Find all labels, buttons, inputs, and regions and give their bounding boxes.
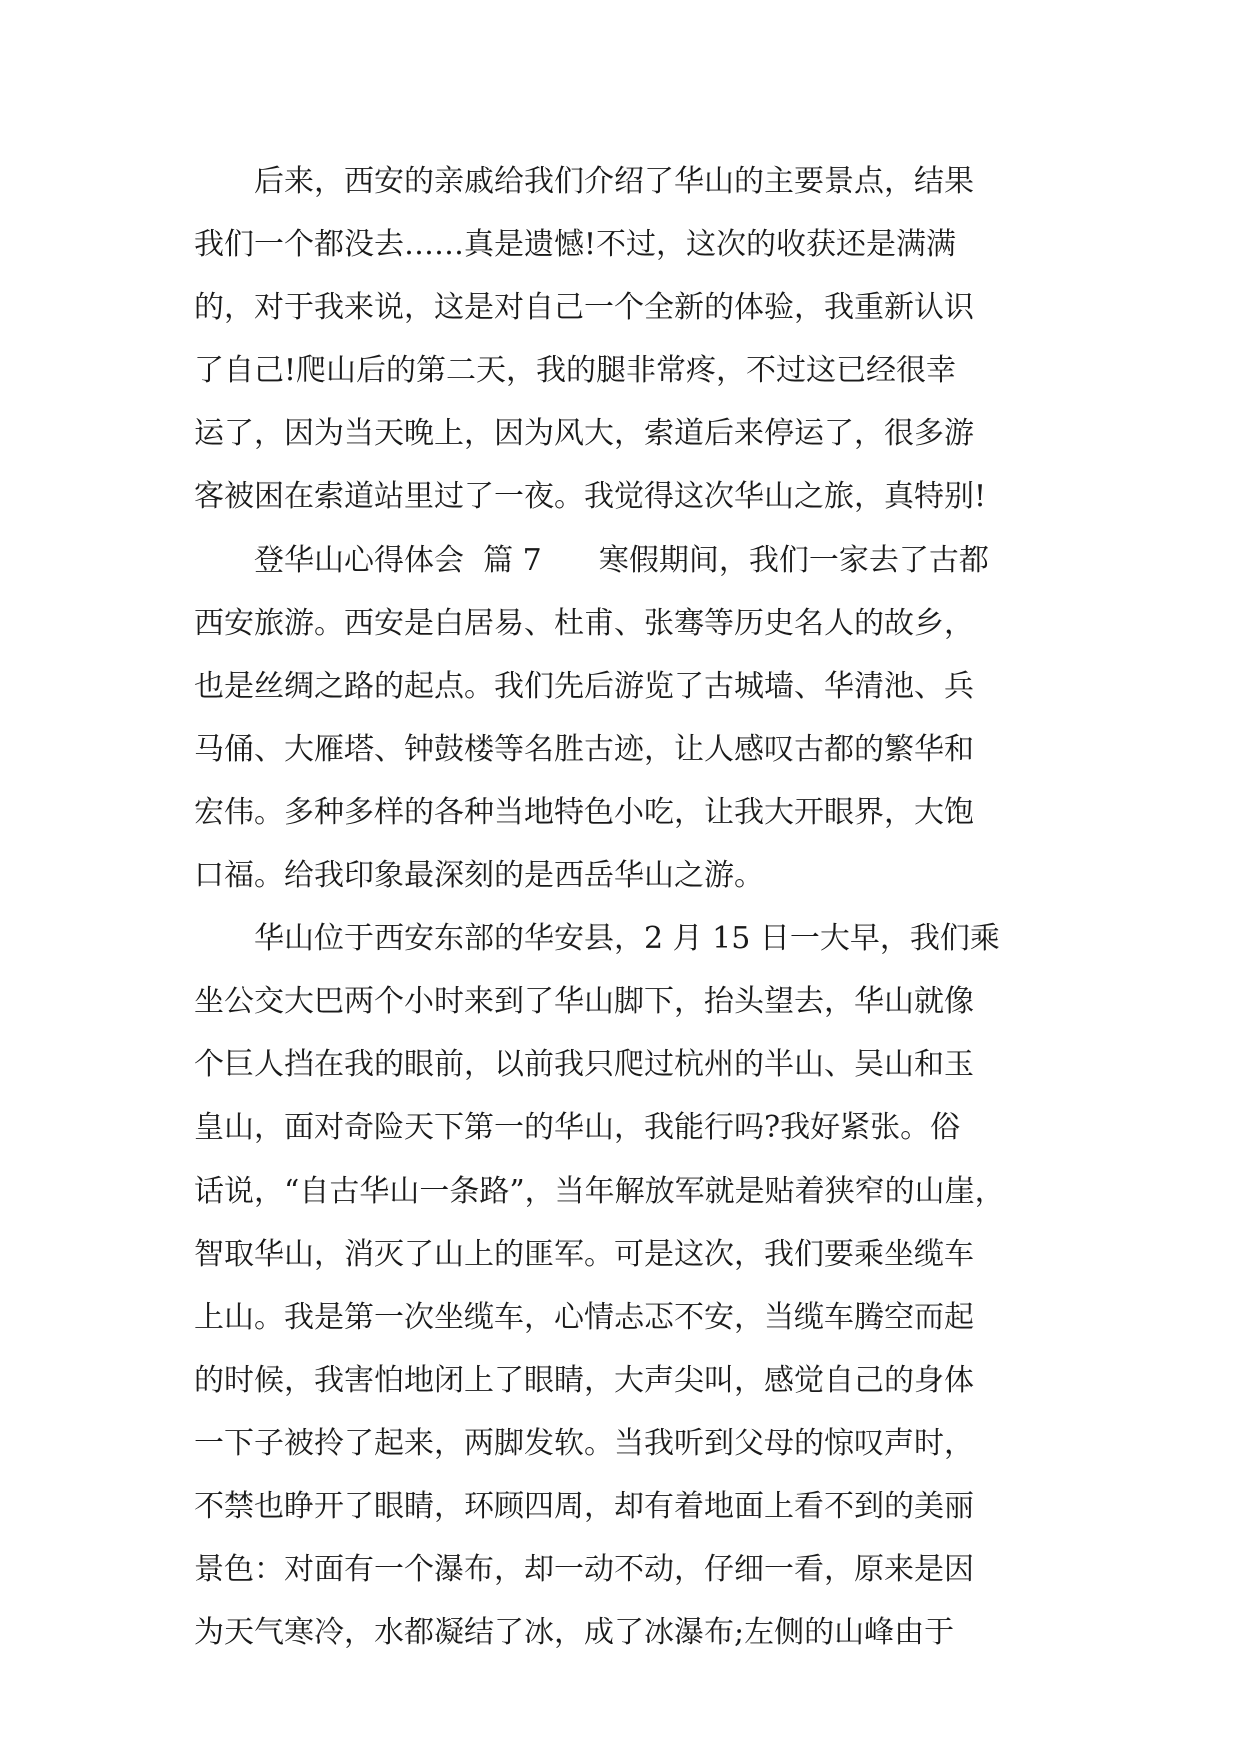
text-line <box>194 475 1046 538</box>
text-line <box>194 917 1046 980</box>
text-line <box>194 160 1046 223</box>
text-line <box>194 1611 1046 1674</box>
text-line <box>194 1043 1046 1106</box>
text-line <box>194 539 1046 602</box>
line-text: 坐公交大巴两个小时来到了华山脚下，抬头望去，华山就像 <box>194 984 974 1020</box>
line-text: 运了，因为当天晚上，因为风大，索道后来停运了，很多游 <box>194 416 974 452</box>
line-text: 客被困在索道站里过了一夜。我觉得这次华山之旅，真特别! <box>194 479 987 515</box>
line-text: 上山。我是第一次坐缆车，心情忐忑不安，当缆车腾空而起 <box>194 1299 974 1335</box>
text-line <box>194 854 1046 917</box>
line-text: 为天气寒冷，水都凝结了冰，成了冰瀑布;左侧的山峰由于 <box>194 1615 955 1651</box>
text-line <box>194 1106 1046 1169</box>
line-text: 我们一个都没去……真是遗憾!不过，这次的收获还是满满 <box>194 227 957 263</box>
text-line <box>194 349 1046 412</box>
text-line <box>194 1170 1046 1233</box>
body-text <box>194 160 1046 1674</box>
paragraph-2 <box>194 539 1046 918</box>
line-text: 不禁也睁开了眼睛，环顾四周，却有着地面上看不到的美丽 <box>194 1488 974 1524</box>
line-text: 皇山，面对奇险天下第一的华山，我能行吗?我好紧张。俗 <box>194 1110 961 1146</box>
line-text: 一下子被拎了起来，两脚发软。当我听到父母的惊叹声时， <box>194 1425 974 1461</box>
line-text: 智取华山，消灭了山上的匪军。可是这次，我们要乘坐缆车 <box>194 1236 974 1272</box>
text-line <box>194 980 1046 1043</box>
line-text: 口福。给我印象最深刻的是西岳华山之游。 <box>194 858 764 894</box>
text-line <box>194 791 1046 854</box>
text-line <box>194 286 1046 349</box>
text-line <box>194 602 1046 665</box>
line-text: 个巨人挡在我的眼前，以前我只爬过杭州的半山、吴山和玉 <box>194 1047 974 1083</box>
line-text: 了自己!爬山后的第二天，我的腿非常疼，不过这已经很幸 <box>194 353 957 389</box>
line-text: 后来，西安的亲戚给我们介绍了华山的主要景点，结果 <box>254 164 974 199</box>
line-text: 登华山心得体会 篇 7 寒假期间，我们一家去了古都 <box>254 542 989 578</box>
paragraph-3 <box>194 917 1046 1674</box>
text-line <box>194 1422 1046 1485</box>
line-text: 的时候，我害怕地闭上了眼睛，大声尖叫，感觉自己的身体 <box>194 1362 974 1398</box>
text-line <box>194 665 1046 728</box>
paragraph-1 <box>194 160 1046 539</box>
line-text: 也是丝绸之路的起点。我们先后游览了古城墙、华清池、兵 <box>194 668 974 704</box>
text-line <box>194 1548 1046 1611</box>
line-text: 马俑、大雁塔、钟鼓楼等名胜古迹，让人感叹古都的繁华和 <box>194 731 974 767</box>
line-text: 景色：对面有一个瀑布，却一动不动，仔细一看，原来是因 <box>194 1552 974 1588</box>
line-text: 宏伟。多种多样的各种当地特色小吃，让我大开眼界，大饱 <box>194 794 974 830</box>
text-line <box>194 412 1046 475</box>
line-text: 的，对于我来说，这是对自己一个全新的体验，我重新认识 <box>194 290 974 326</box>
text-line <box>194 728 1046 791</box>
line-text: 华山位于西安东部的华安县，2 月 15 日一大早，我们乘 <box>254 921 1000 957</box>
text-line <box>194 1233 1046 1296</box>
text-line <box>194 223 1046 286</box>
text-line <box>194 1485 1046 1548</box>
text-line <box>194 1296 1046 1359</box>
line-text: 西安旅游。西安是白居易、杜甫、张骞等历史名人的故乡， <box>194 605 974 641</box>
line-text: 话说，“自古华山一条路”，当年解放军就是贴着狭窄的山崖， <box>194 1173 1005 1209</box>
text-line <box>194 1359 1046 1422</box>
